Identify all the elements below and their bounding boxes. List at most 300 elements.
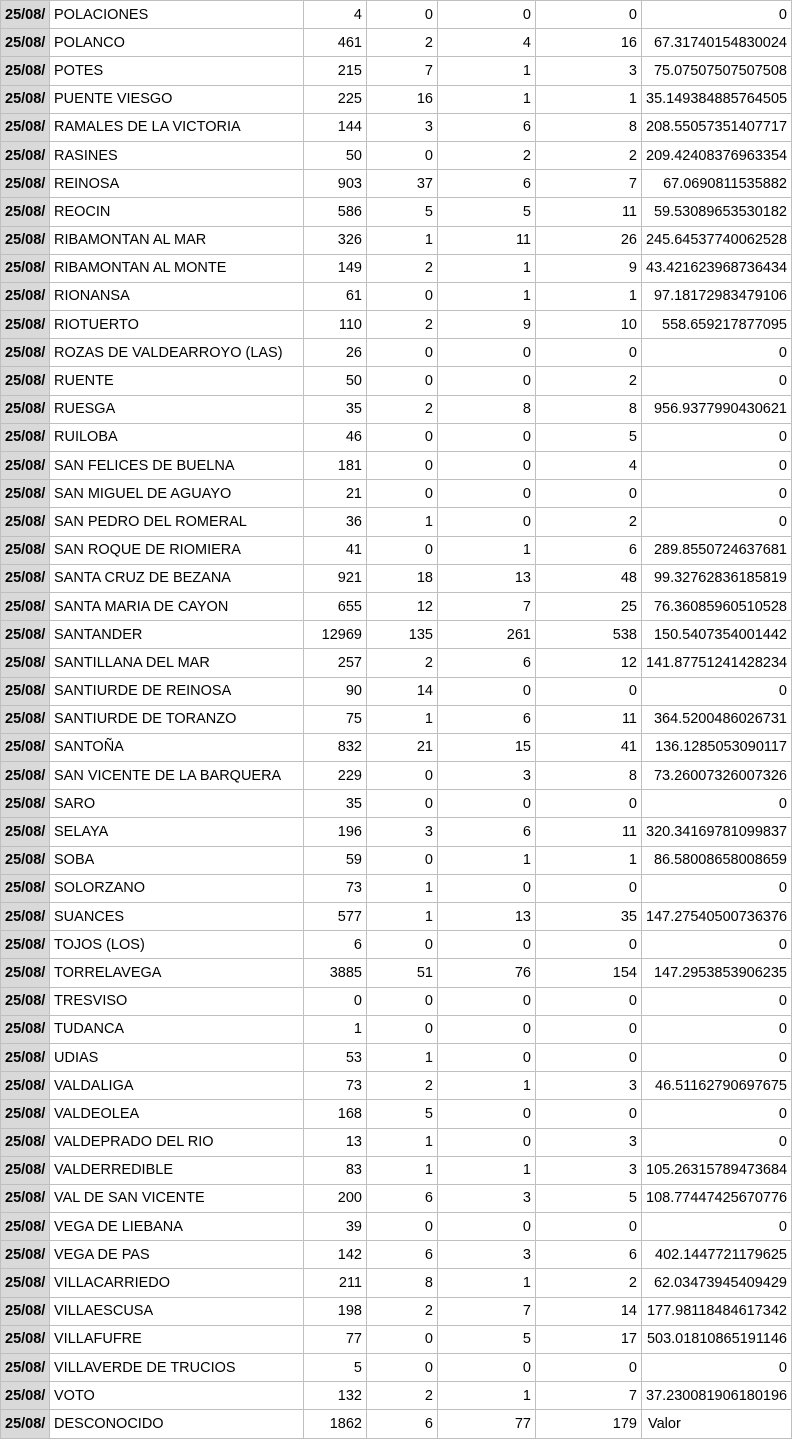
value-cell-1[interactable]: 59 xyxy=(304,846,367,874)
value-cell-1[interactable]: 198 xyxy=(304,1297,367,1325)
value-cell-4[interactable]: 5 xyxy=(536,423,642,451)
value-cell-4[interactable]: 8 xyxy=(536,113,642,141)
value-cell-3[interactable]: 0 xyxy=(438,931,536,959)
date-cell[interactable]: 25/08/ xyxy=(1,1325,50,1353)
rate-cell[interactable]: 46.51162790697675 xyxy=(642,1072,792,1100)
municipality-cell[interactable]: SOLORZANO xyxy=(50,874,304,902)
value-cell-4[interactable]: 0 xyxy=(536,987,642,1015)
date-cell[interactable]: 25/08/ xyxy=(1,57,50,85)
municipality-cell[interactable]: VOTO xyxy=(50,1382,304,1410)
municipality-cell[interactable]: POTES xyxy=(50,57,304,85)
date-cell[interactable]: 25/08/ xyxy=(1,170,50,198)
municipality-cell[interactable]: SAN VICENTE DE LA BARQUERA xyxy=(50,762,304,790)
municipality-cell[interactable]: REOCIN xyxy=(50,198,304,226)
municipality-cell[interactable]: TOJOS (LOS) xyxy=(50,931,304,959)
value-cell-1[interactable]: 461 xyxy=(304,29,367,57)
date-cell[interactable]: 25/08/ xyxy=(1,677,50,705)
municipality-cell[interactable]: SANTANDER xyxy=(50,621,304,649)
rate-cell[interactable]: 97.18172983479106 xyxy=(642,282,792,310)
rate-cell[interactable]: 37.230081906180196 xyxy=(642,1382,792,1410)
municipality-cell[interactable]: TUDANCA xyxy=(50,1015,304,1043)
value-cell-4[interactable]: 0 xyxy=(536,1354,642,1382)
rate-cell[interactable]: 35.149384885764505 xyxy=(642,85,792,113)
value-cell-3[interactable]: 13 xyxy=(438,564,536,592)
rate-cell[interactable]: 364.5200486026731 xyxy=(642,705,792,733)
value-cell-4[interactable]: 1 xyxy=(536,85,642,113)
value-cell-1[interactable]: 36 xyxy=(304,508,367,536)
value-cell-2[interactable]: 2 xyxy=(367,254,438,282)
value-cell-3[interactable]: 261 xyxy=(438,621,536,649)
value-cell-2[interactable]: 6 xyxy=(367,1184,438,1212)
value-cell-1[interactable]: 50 xyxy=(304,367,367,395)
value-cell-1[interactable]: 21 xyxy=(304,480,367,508)
municipality-cell[interactable]: VALDERREDIBLE xyxy=(50,1156,304,1184)
rate-cell[interactable]: 0 xyxy=(642,1128,792,1156)
rate-cell[interactable]: Valor xyxy=(642,1410,792,1438)
rate-cell[interactable]: 402.1447721179625 xyxy=(642,1241,792,1269)
value-cell-1[interactable]: 225 xyxy=(304,85,367,113)
value-cell-2[interactable]: 0 xyxy=(367,1,438,29)
value-cell-4[interactable]: 2 xyxy=(536,367,642,395)
value-cell-2[interactable]: 2 xyxy=(367,29,438,57)
municipality-cell[interactable]: VALDEPRADO DEL RIO xyxy=(50,1128,304,1156)
value-cell-3[interactable]: 1 xyxy=(438,1072,536,1100)
value-cell-2[interactable]: 3 xyxy=(367,113,438,141)
value-cell-2[interactable]: 18 xyxy=(367,564,438,592)
value-cell-3[interactable]: 5 xyxy=(438,198,536,226)
value-cell-2[interactable]: 0 xyxy=(367,1354,438,1382)
rate-cell[interactable]: 0 xyxy=(642,1015,792,1043)
value-cell-1[interactable]: 832 xyxy=(304,733,367,761)
municipality-cell[interactable]: RASINES xyxy=(50,141,304,169)
municipality-cell[interactable]: VALDALIGA xyxy=(50,1072,304,1100)
value-cell-3[interactable]: 0 xyxy=(438,987,536,1015)
municipality-cell[interactable]: ROZAS DE VALDEARROYO (LAS) xyxy=(50,339,304,367)
rate-cell[interactable]: 0 xyxy=(642,790,792,818)
value-cell-1[interactable]: 168 xyxy=(304,1100,367,1128)
value-cell-4[interactable]: 1 xyxy=(536,282,642,310)
value-cell-4[interactable]: 1 xyxy=(536,846,642,874)
value-cell-3[interactable]: 0 xyxy=(438,790,536,818)
value-cell-4[interactable]: 0 xyxy=(536,874,642,902)
value-cell-2[interactable]: 2 xyxy=(367,1297,438,1325)
municipality-cell[interactable]: SOBA xyxy=(50,846,304,874)
rate-cell[interactable]: 209.42408376963354 xyxy=(642,141,792,169)
value-cell-2[interactable]: 0 xyxy=(367,452,438,480)
date-cell[interactable]: 25/08/ xyxy=(1,367,50,395)
date-cell[interactable]: 25/08/ xyxy=(1,226,50,254)
value-cell-2[interactable]: 6 xyxy=(367,1410,438,1438)
date-cell[interactable]: 25/08/ xyxy=(1,1156,50,1184)
date-cell[interactable]: 25/08/ xyxy=(1,29,50,57)
value-cell-2[interactable]: 0 xyxy=(367,1015,438,1043)
value-cell-3[interactable]: 0 xyxy=(438,339,536,367)
date-cell[interactable]: 25/08/ xyxy=(1,395,50,423)
date-cell[interactable]: 25/08/ xyxy=(1,1269,50,1297)
date-cell[interactable]: 25/08/ xyxy=(1,452,50,480)
value-cell-2[interactable]: 1 xyxy=(367,226,438,254)
value-cell-1[interactable]: 577 xyxy=(304,903,367,931)
value-cell-2[interactable]: 0 xyxy=(367,339,438,367)
value-cell-3[interactable]: 1 xyxy=(438,282,536,310)
value-cell-4[interactable]: 7 xyxy=(536,170,642,198)
value-cell-2[interactable]: 0 xyxy=(367,282,438,310)
value-cell-2[interactable]: 0 xyxy=(367,846,438,874)
rate-cell[interactable]: 0 xyxy=(642,931,792,959)
value-cell-2[interactable]: 1 xyxy=(367,1043,438,1071)
municipality-cell[interactable]: VEGA DE LIEBANA xyxy=(50,1213,304,1241)
value-cell-3[interactable]: 2 xyxy=(438,141,536,169)
rate-cell[interactable]: 0 xyxy=(642,987,792,1015)
rate-cell[interactable]: 0 xyxy=(642,1354,792,1382)
value-cell-1[interactable]: 211 xyxy=(304,1269,367,1297)
rate-cell[interactable]: 76.36085960510528 xyxy=(642,592,792,620)
value-cell-1[interactable]: 215 xyxy=(304,57,367,85)
date-cell[interactable]: 25/08/ xyxy=(1,85,50,113)
date-cell[interactable]: 25/08/ xyxy=(1,1354,50,1382)
date-cell[interactable]: 25/08/ xyxy=(1,733,50,761)
value-cell-3[interactable]: 6 xyxy=(438,113,536,141)
value-cell-4[interactable]: 5 xyxy=(536,1184,642,1212)
date-cell[interactable]: 25/08/ xyxy=(1,1410,50,1438)
value-cell-4[interactable]: 154 xyxy=(536,959,642,987)
value-cell-2[interactable]: 1 xyxy=(367,1156,438,1184)
value-cell-2[interactable]: 2 xyxy=(367,1382,438,1410)
value-cell-3[interactable]: 0 xyxy=(438,1100,536,1128)
municipality-cell[interactable]: POLANCO xyxy=(50,29,304,57)
date-cell[interactable]: 25/08/ xyxy=(1,649,50,677)
value-cell-1[interactable]: 41 xyxy=(304,536,367,564)
value-cell-2[interactable]: 1 xyxy=(367,1128,438,1156)
value-cell-1[interactable]: 73 xyxy=(304,874,367,902)
municipality-cell[interactable]: SAN FELICES DE BUELNA xyxy=(50,452,304,480)
value-cell-1[interactable]: 903 xyxy=(304,170,367,198)
value-cell-3[interactable]: 1 xyxy=(438,1382,536,1410)
value-cell-1[interactable]: 181 xyxy=(304,452,367,480)
rate-cell[interactable]: 0 xyxy=(642,508,792,536)
value-cell-4[interactable]: 12 xyxy=(536,649,642,677)
municipality-cell[interactable]: SANTOÑA xyxy=(50,733,304,761)
municipality-cell[interactable]: SAN ROQUE DE RIOMIERA xyxy=(50,536,304,564)
municipality-cell[interactable]: RIOTUERTO xyxy=(50,311,304,339)
value-cell-2[interactable]: 0 xyxy=(367,480,438,508)
value-cell-3[interactable]: 7 xyxy=(438,592,536,620)
value-cell-2[interactable]: 16 xyxy=(367,85,438,113)
municipality-cell[interactable]: VILLACARRIEDO xyxy=(50,1269,304,1297)
value-cell-4[interactable]: 48 xyxy=(536,564,642,592)
rate-cell[interactable]: 177.98118484617342 xyxy=(642,1297,792,1325)
rate-cell[interactable]: 0 xyxy=(642,1213,792,1241)
value-cell-4[interactable]: 26 xyxy=(536,226,642,254)
value-cell-2[interactable]: 51 xyxy=(367,959,438,987)
value-cell-4[interactable]: 11 xyxy=(536,705,642,733)
value-cell-1[interactable]: 3885 xyxy=(304,959,367,987)
value-cell-4[interactable]: 0 xyxy=(536,1015,642,1043)
value-cell-3[interactable]: 13 xyxy=(438,903,536,931)
value-cell-4[interactable]: 0 xyxy=(536,1043,642,1071)
value-cell-2[interactable]: 3 xyxy=(367,818,438,846)
value-cell-2[interactable]: 8 xyxy=(367,1269,438,1297)
municipality-cell[interactable]: VEGA DE PAS xyxy=(50,1241,304,1269)
value-cell-1[interactable]: 196 xyxy=(304,818,367,846)
value-cell-1[interactable]: 0 xyxy=(304,987,367,1015)
municipality-cell[interactable]: VAL DE SAN VICENTE xyxy=(50,1184,304,1212)
value-cell-1[interactable]: 13 xyxy=(304,1128,367,1156)
date-cell[interactable]: 25/08/ xyxy=(1,592,50,620)
value-cell-1[interactable]: 61 xyxy=(304,282,367,310)
date-cell[interactable]: 25/08/ xyxy=(1,621,50,649)
value-cell-4[interactable]: 8 xyxy=(536,395,642,423)
date-cell[interactable]: 25/08/ xyxy=(1,311,50,339)
date-cell[interactable]: 25/08/ xyxy=(1,790,50,818)
value-cell-2[interactable]: 0 xyxy=(367,790,438,818)
rate-cell[interactable]: 320.34169781099837 xyxy=(642,818,792,846)
value-cell-2[interactable]: 2 xyxy=(367,311,438,339)
rate-cell[interactable]: 0 xyxy=(642,452,792,480)
value-cell-4[interactable]: 8 xyxy=(536,762,642,790)
municipality-cell[interactable]: TRESVISO xyxy=(50,987,304,1015)
value-cell-4[interactable]: 2 xyxy=(536,508,642,536)
value-cell-2[interactable]: 0 xyxy=(367,367,438,395)
value-cell-4[interactable]: 3 xyxy=(536,1072,642,1100)
value-cell-4[interactable]: 0 xyxy=(536,677,642,705)
date-cell[interactable]: 25/08/ xyxy=(1,113,50,141)
date-cell[interactable]: 25/08/ xyxy=(1,762,50,790)
municipality-cell[interactable]: SANTA MARIA DE CAYON xyxy=(50,592,304,620)
value-cell-1[interactable]: 50 xyxy=(304,141,367,169)
value-cell-4[interactable]: 179 xyxy=(536,1410,642,1438)
date-cell[interactable]: 25/08/ xyxy=(1,480,50,508)
rate-cell[interactable]: 956.9377990430621 xyxy=(642,395,792,423)
municipality-cell[interactable]: RUESGA xyxy=(50,395,304,423)
value-cell-4[interactable]: 17 xyxy=(536,1325,642,1353)
value-cell-2[interactable]: 1 xyxy=(367,903,438,931)
value-cell-4[interactable]: 0 xyxy=(536,790,642,818)
value-cell-3[interactable]: 1 xyxy=(438,254,536,282)
value-cell-3[interactable]: 0 xyxy=(438,423,536,451)
value-cell-3[interactable]: 0 xyxy=(438,1015,536,1043)
value-cell-1[interactable]: 4 xyxy=(304,1,367,29)
value-cell-2[interactable]: 1 xyxy=(367,705,438,733)
rate-cell[interactable]: 208.55057351407717 xyxy=(642,113,792,141)
value-cell-3[interactable]: 0 xyxy=(438,677,536,705)
date-cell[interactable]: 25/08/ xyxy=(1,874,50,902)
value-cell-3[interactable]: 6 xyxy=(438,170,536,198)
value-cell-4[interactable]: 0 xyxy=(536,339,642,367)
value-cell-4[interactable]: 6 xyxy=(536,1241,642,1269)
value-cell-4[interactable]: 0 xyxy=(536,931,642,959)
value-cell-4[interactable]: 11 xyxy=(536,198,642,226)
value-cell-3[interactable]: 1 xyxy=(438,57,536,85)
value-cell-1[interactable]: 229 xyxy=(304,762,367,790)
municipality-cell[interactable]: PUENTE VIESGO xyxy=(50,85,304,113)
date-cell[interactable]: 25/08/ xyxy=(1,1128,50,1156)
date-cell[interactable]: 25/08/ xyxy=(1,1382,50,1410)
value-cell-2[interactable]: 0 xyxy=(367,536,438,564)
rate-cell[interactable]: 0 xyxy=(642,423,792,451)
date-cell[interactable]: 25/08/ xyxy=(1,931,50,959)
value-cell-1[interactable]: 1862 xyxy=(304,1410,367,1438)
value-cell-2[interactable]: 0 xyxy=(367,423,438,451)
rate-cell[interactable]: 99.32762836185819 xyxy=(642,564,792,592)
date-cell[interactable]: 25/08/ xyxy=(1,1241,50,1269)
value-cell-3[interactable]: 0 xyxy=(438,1,536,29)
value-cell-1[interactable]: 73 xyxy=(304,1072,367,1100)
date-cell[interactable]: 25/08/ xyxy=(1,508,50,536)
value-cell-4[interactable]: 0 xyxy=(536,480,642,508)
value-cell-3[interactable]: 7 xyxy=(438,1297,536,1325)
value-cell-1[interactable]: 12969 xyxy=(304,621,367,649)
value-cell-3[interactable]: 0 xyxy=(438,1354,536,1382)
date-cell[interactable]: 25/08/ xyxy=(1,141,50,169)
value-cell-3[interactable]: 1 xyxy=(438,536,536,564)
value-cell-1[interactable]: 149 xyxy=(304,254,367,282)
date-cell[interactable]: 25/08/ xyxy=(1,1213,50,1241)
rate-cell[interactable]: 0 xyxy=(642,1,792,29)
value-cell-1[interactable]: 921 xyxy=(304,564,367,592)
value-cell-3[interactable]: 0 xyxy=(438,874,536,902)
value-cell-3[interactable]: 6 xyxy=(438,818,536,846)
value-cell-2[interactable]: 12 xyxy=(367,592,438,620)
municipality-cell[interactable]: RIONANSA xyxy=(50,282,304,310)
value-cell-1[interactable]: 77 xyxy=(304,1325,367,1353)
rate-cell[interactable]: 503.01810865191146 xyxy=(642,1325,792,1353)
value-cell-3[interactable]: 0 xyxy=(438,452,536,480)
value-cell-2[interactable]: 2 xyxy=(367,1072,438,1100)
value-cell-1[interactable]: 90 xyxy=(304,677,367,705)
date-cell[interactable]: 25/08/ xyxy=(1,1072,50,1100)
date-cell[interactable]: 25/08/ xyxy=(1,705,50,733)
value-cell-3[interactable]: 76 xyxy=(438,959,536,987)
value-cell-2[interactable]: 0 xyxy=(367,762,438,790)
value-cell-3[interactable]: 3 xyxy=(438,1184,536,1212)
date-cell[interactable]: 25/08/ xyxy=(1,198,50,226)
rate-cell[interactable]: 0 xyxy=(642,1043,792,1071)
rate-cell[interactable]: 0 xyxy=(642,367,792,395)
rate-cell[interactable]: 108.77447425670776 xyxy=(642,1184,792,1212)
value-cell-4[interactable]: 3 xyxy=(536,1156,642,1184)
value-cell-2[interactable]: 37 xyxy=(367,170,438,198)
rate-cell[interactable]: 0 xyxy=(642,1100,792,1128)
value-cell-1[interactable]: 39 xyxy=(304,1213,367,1241)
municipality-cell[interactable]: RUILOBA xyxy=(50,423,304,451)
value-cell-4[interactable]: 10 xyxy=(536,311,642,339)
municipality-cell[interactable]: RIBAMONTAN AL MONTE xyxy=(50,254,304,282)
value-cell-4[interactable]: 2 xyxy=(536,1269,642,1297)
rate-cell[interactable]: 105.26315789473684 xyxy=(642,1156,792,1184)
rate-cell[interactable]: 67.0690811535882 xyxy=(642,170,792,198)
municipality-cell[interactable]: SANTIURDE DE REINOSA xyxy=(50,677,304,705)
value-cell-3[interactable]: 4 xyxy=(438,29,536,57)
value-cell-3[interactable]: 1 xyxy=(438,1156,536,1184)
value-cell-3[interactable]: 1 xyxy=(438,1269,536,1297)
value-cell-4[interactable]: 35 xyxy=(536,903,642,931)
rate-cell[interactable]: 0 xyxy=(642,874,792,902)
municipality-cell[interactable]: VILLAESCUSA xyxy=(50,1297,304,1325)
value-cell-4[interactable]: 3 xyxy=(536,57,642,85)
date-cell[interactable]: 25/08/ xyxy=(1,1043,50,1071)
rate-cell[interactable]: 0 xyxy=(642,677,792,705)
municipality-cell[interactable]: SARO xyxy=(50,790,304,818)
value-cell-2[interactable]: 135 xyxy=(367,621,438,649)
value-cell-4[interactable]: 538 xyxy=(536,621,642,649)
rate-cell[interactable]: 136.1285053090117 xyxy=(642,733,792,761)
rate-cell[interactable]: 43.421623968736434 xyxy=(642,254,792,282)
date-cell[interactable]: 25/08/ xyxy=(1,818,50,846)
rate-cell[interactable]: 147.2953853906235 xyxy=(642,959,792,987)
value-cell-2[interactable]: 2 xyxy=(367,395,438,423)
rate-cell[interactable]: 141.87751241428234 xyxy=(642,649,792,677)
value-cell-2[interactable]: 5 xyxy=(367,198,438,226)
value-cell-3[interactable]: 77 xyxy=(438,1410,536,1438)
value-cell-1[interactable]: 75 xyxy=(304,705,367,733)
value-cell-1[interactable]: 83 xyxy=(304,1156,367,1184)
value-cell-1[interactable]: 144 xyxy=(304,113,367,141)
value-cell-3[interactable]: 0 xyxy=(438,508,536,536)
date-cell[interactable]: 25/08/ xyxy=(1,254,50,282)
value-cell-1[interactable]: 326 xyxy=(304,226,367,254)
rate-cell[interactable]: 0 xyxy=(642,480,792,508)
municipality-cell[interactable]: RIBAMONTAN AL MAR xyxy=(50,226,304,254)
rate-cell[interactable]: 147.27540500736376 xyxy=(642,903,792,931)
rate-cell[interactable]: 0 xyxy=(642,339,792,367)
value-cell-4[interactable]: 4 xyxy=(536,452,642,480)
municipality-cell[interactable]: SELAYA xyxy=(50,818,304,846)
date-cell[interactable]: 25/08/ xyxy=(1,536,50,564)
rate-cell[interactable]: 67.31740154830024 xyxy=(642,29,792,57)
value-cell-2[interactable]: 0 xyxy=(367,931,438,959)
value-cell-1[interactable]: 257 xyxy=(304,649,367,677)
municipality-cell[interactable]: SANTILLANA DEL MAR xyxy=(50,649,304,677)
value-cell-2[interactable]: 1 xyxy=(367,874,438,902)
municipality-cell[interactable]: SANTIURDE DE TORANZO xyxy=(50,705,304,733)
municipality-cell[interactable]: POLACIONES xyxy=(50,1,304,29)
value-cell-3[interactable]: 6 xyxy=(438,705,536,733)
municipality-cell[interactable]: RUENTE xyxy=(50,367,304,395)
value-cell-4[interactable]: 14 xyxy=(536,1297,642,1325)
rate-cell[interactable]: 75.07507507507508 xyxy=(642,57,792,85)
value-cell-2[interactable]: 0 xyxy=(367,1213,438,1241)
value-cell-2[interactable]: 0 xyxy=(367,1325,438,1353)
date-cell[interactable]: 25/08/ xyxy=(1,564,50,592)
municipality-cell[interactable]: SAN PEDRO DEL ROMERAL xyxy=(50,508,304,536)
municipality-cell[interactable]: DESCONOCIDO xyxy=(50,1410,304,1438)
municipality-cell[interactable]: SANTA CRUZ DE BEZANA xyxy=(50,564,304,592)
date-cell[interactable]: 25/08/ xyxy=(1,282,50,310)
value-cell-4[interactable]: 3 xyxy=(536,1128,642,1156)
value-cell-4[interactable]: 41 xyxy=(536,733,642,761)
value-cell-3[interactable]: 3 xyxy=(438,1241,536,1269)
municipality-cell[interactable]: UDIAS xyxy=(50,1043,304,1071)
value-cell-3[interactable]: 9 xyxy=(438,311,536,339)
value-cell-1[interactable]: 46 xyxy=(304,423,367,451)
municipality-cell[interactable]: SUANCES xyxy=(50,903,304,931)
date-cell[interactable]: 25/08/ xyxy=(1,1184,50,1212)
value-cell-1[interactable]: 53 xyxy=(304,1043,367,1071)
value-cell-1[interactable]: 26 xyxy=(304,339,367,367)
value-cell-4[interactable]: 2 xyxy=(536,141,642,169)
value-cell-3[interactable]: 3 xyxy=(438,762,536,790)
value-cell-3[interactable]: 15 xyxy=(438,733,536,761)
municipality-cell[interactable]: VALDEOLEA xyxy=(50,1100,304,1128)
value-cell-1[interactable]: 35 xyxy=(304,395,367,423)
value-cell-3[interactable]: 8 xyxy=(438,395,536,423)
municipality-cell[interactable]: VILLAFUFRE xyxy=(50,1325,304,1353)
value-cell-4[interactable]: 0 xyxy=(536,1213,642,1241)
value-cell-1[interactable]: 142 xyxy=(304,1241,367,1269)
rate-cell[interactable]: 59.53089653530182 xyxy=(642,198,792,226)
value-cell-4[interactable]: 7 xyxy=(536,1382,642,1410)
